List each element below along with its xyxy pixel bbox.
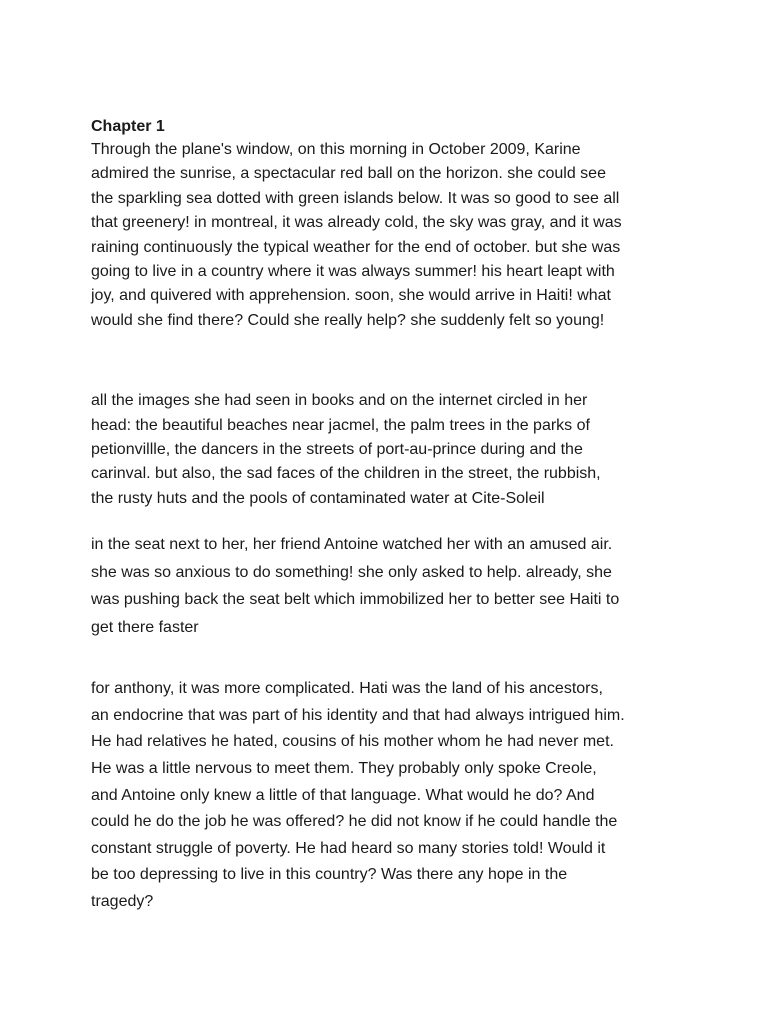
text-line: would she find there? Could she really help? she suddenly felt so young! [91, 311, 605, 329]
paragraph-2 [91, 389, 731, 511]
text-line: head: the beautiful beaches near jacmel, the palm trees in the parks of [91, 416, 590, 434]
text-line: in the seat next to her, her friend Antoine watched her with an amused air. [91, 536, 613, 554]
text-line: for anthony, it was more complicated. Hati was the land of his ancestors, [91, 680, 603, 698]
text-line: be too depressing to live in this country? Was there any hope in the [91, 866, 568, 884]
text-line: admired the sunrise, a spectacular red ball on the horizon. she could see [91, 165, 606, 183]
text-line: going to live in a country where it was always summer! his heart leapt with [91, 263, 615, 281]
text-line: raining continuously the typical weather for the end of october. but she was [91, 238, 621, 256]
paragraph-1 [91, 138, 731, 333]
chapter-title: Chapter 1 [91, 118, 165, 135]
text-line: the rusty huts and the pools of contaminated water at Cite-Soleil [91, 489, 545, 507]
text-line: all the images she had seen in books and on the internet circled in her [91, 392, 588, 410]
text-line: an endocrine that was part of his identity and that had always intrigued him. [91, 706, 625, 724]
text-line: get there faster [91, 618, 199, 636]
text-line: and Antoine only knew a little of that language. What would he do? And [91, 786, 595, 804]
text-line: was pushing back the seat belt which immobilized her to better see Haiti to [91, 591, 620, 609]
text-line: tragedy? [91, 893, 154, 911]
text-line: could he do the job he was offered? he did not know if he could handle the [91, 813, 618, 831]
document-page [91, 116, 731, 916]
text-line: petionvillle, the dancers in the streets of port-au-prince during and the [91, 441, 583, 459]
text-line: the sparkling sea dotted with green islands below. It was so good to see all [91, 189, 620, 207]
text-line: He was a little nervous to meet them. They probably only spoke Creole, [91, 760, 597, 778]
paragraph-4 [91, 676, 731, 915]
text-line: joy, and quivered with apprehension. soon, she would arrive in Haiti! what [91, 287, 611, 305]
text-line: Through the plane's window, on this morning in October 2009, Karine [91, 141, 581, 158]
text-line: she was so anxious to do something! she only asked to help. already, she [91, 563, 612, 581]
text-line: carinval. but also, the sad faces of the children in the street, the rubbish, [91, 465, 601, 483]
text-line: He had relatives he hated, cousins of his mother whom he had never met. [91, 733, 614, 751]
paragraph-3 [91, 531, 731, 641]
text-line: constant struggle of poverty. He had heard so many stories told! Would it [91, 839, 606, 857]
text-line: that greenery! in montreal, it was already cold, the sky was gray, and it was [91, 214, 622, 232]
